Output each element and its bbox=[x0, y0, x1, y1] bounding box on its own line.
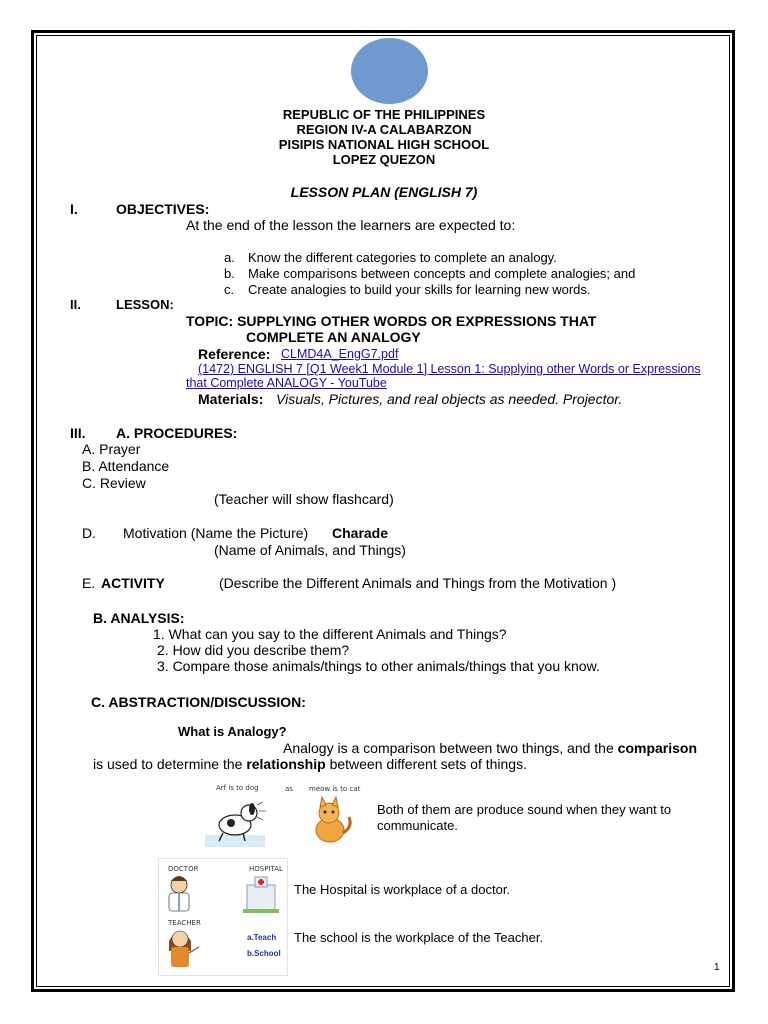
image-label-hospital: HOSPITAL bbox=[249, 865, 283, 873]
lesson-plan-title: LESSON PLAN (ENGLISH 7) bbox=[290, 184, 478, 200]
header-school: PISIPIS NATIONAL HIGH SCHOOL bbox=[278, 137, 490, 152]
workplace-analogy-image bbox=[158, 858, 288, 976]
topic-line-1: TOPIC: SUPPLYING OTHER WORDS OR EXPRESSIONS THAT bbox=[186, 313, 597, 329]
image-label-meow: meow is to cat bbox=[309, 785, 361, 793]
reference-label: Reference: bbox=[198, 346, 271, 362]
objectives-numeral: I. bbox=[70, 201, 78, 217]
video-link-line-2[interactable]: that Complete ANALOGY - YouTube bbox=[186, 376, 387, 390]
procedure-prayer: A. Prayer bbox=[82, 441, 141, 457]
lesson-heading: LESSON: bbox=[116, 297, 174, 312]
caption-sound-line-2: communicate. bbox=[377, 818, 458, 833]
objective-marker-b: b. bbox=[224, 266, 235, 281]
definition-relationship: relationship bbox=[246, 756, 326, 772]
activity-marker: E. bbox=[82, 575, 96, 591]
procedures-numeral: III. bbox=[70, 425, 86, 441]
objective-item-c: Create analogies to build your skills for learning new words. bbox=[248, 282, 591, 297]
analogy-definition-line-1 bbox=[283, 740, 697, 756]
caption-hospital: The Hospital is workplace of a doctor. bbox=[294, 882, 511, 897]
procedure-review: C. Review bbox=[82, 475, 146, 491]
analysis-heading: B. ANALYSIS: bbox=[93, 610, 185, 626]
header-country: REPUBLIC OF THE PHILIPPINES bbox=[282, 107, 486, 122]
doctor-icon bbox=[169, 876, 189, 911]
analysis-question-1: 1. What can you say to the different Animals and Things? bbox=[153, 626, 507, 642]
objectives-intro: At the end of the lesson the learners are expected to: bbox=[186, 217, 516, 233]
hospital-icon bbox=[243, 877, 279, 913]
motivation-charade: Charade bbox=[332, 525, 389, 541]
objective-marker-a: a. bbox=[224, 250, 235, 265]
definition-part-1: Analogy is a comparison between two things, and the bbox=[283, 740, 614, 756]
review-note: (Teacher will show flashcard) bbox=[214, 491, 394, 507]
header-region: REGION IV-A CALABARZON bbox=[296, 122, 472, 137]
activity-text: (Describe the Different Animals and Things from the Motivation ) bbox=[219, 575, 617, 591]
workplace-illustration bbox=[159, 859, 287, 975]
page-number: 1 bbox=[714, 962, 720, 973]
abstraction-heading: C. ABSTRACTION/DISCUSSION: bbox=[91, 694, 306, 710]
caption-sound-line-1: Both of them are produce sound when they want to bbox=[377, 802, 672, 817]
objective-marker-c: c. bbox=[224, 282, 235, 297]
analogy-question: What is Analogy? bbox=[178, 724, 287, 739]
procedures-heading: A. PROCEDURES: bbox=[116, 425, 238, 441]
cat-icon bbox=[316, 797, 350, 842]
motivation-text: Motivation (Name the Picture) bbox=[123, 525, 309, 541]
dog-cat-analogy-image bbox=[205, 781, 365, 851]
objectives-heading: OBJECTIVES: bbox=[116, 201, 210, 217]
activity-label: ACTIVITY bbox=[101, 575, 165, 591]
procedure-attendance: B. Attendance bbox=[82, 458, 170, 474]
analogy-definition-line-2 bbox=[93, 756, 527, 772]
dog-cat-illustration bbox=[205, 795, 365, 851]
analysis-question-3: 3. Compare those animals/things to other animals/things that you know. bbox=[157, 658, 600, 674]
objective-item-b: Make comparisons between concepts and complete analogies; and bbox=[248, 266, 636, 281]
reference-pdf-link[interactable]: CLMD4A_EngG7.pdf bbox=[281, 347, 399, 361]
motivation-note: (Name of Animals, and Things) bbox=[214, 542, 406, 558]
lesson-numeral: II. bbox=[70, 297, 81, 312]
analysis-question-2: 2. How did you describe them? bbox=[157, 642, 350, 658]
objective-item-a: Know the different categories to complete an analogy. bbox=[248, 250, 557, 265]
caption-school: The school is the workplace of the Teacher. bbox=[294, 930, 544, 945]
page-border-inner bbox=[36, 35, 730, 987]
definition-comparison: comparison bbox=[617, 740, 698, 756]
image-label-teacher: TEACHER bbox=[168, 919, 201, 927]
header-town: LOPEZ QUEZON bbox=[332, 152, 436, 167]
image-option-school: b.School bbox=[247, 949, 281, 958]
teacher-icon bbox=[169, 931, 199, 967]
motivation-marker: D. bbox=[82, 525, 96, 541]
school-logo bbox=[351, 38, 428, 104]
video-link-line-1[interactable]: (1472) ENGLISH 7 [Q1 Week1 Module 1] Lesson 1: Supplying other Words or Expressions bbox=[198, 362, 701, 376]
image-option-teach: a.Teach bbox=[247, 933, 277, 942]
definition-part-3: between different sets of things. bbox=[329, 756, 527, 772]
topic-line-2: COMPLETE AN ANALOGY bbox=[246, 329, 421, 345]
materials-text: Visuals, Pictures, and real objects as needed. Projector. bbox=[276, 391, 623, 407]
materials-label: Materials: bbox=[198, 391, 264, 407]
definition-part-2: is used to determine the bbox=[93, 756, 243, 772]
image-label-arf: Arf is to dog bbox=[216, 784, 259, 792]
image-label-as: as bbox=[285, 785, 293, 793]
image-label-doctor: DOCTOR bbox=[168, 865, 199, 873]
